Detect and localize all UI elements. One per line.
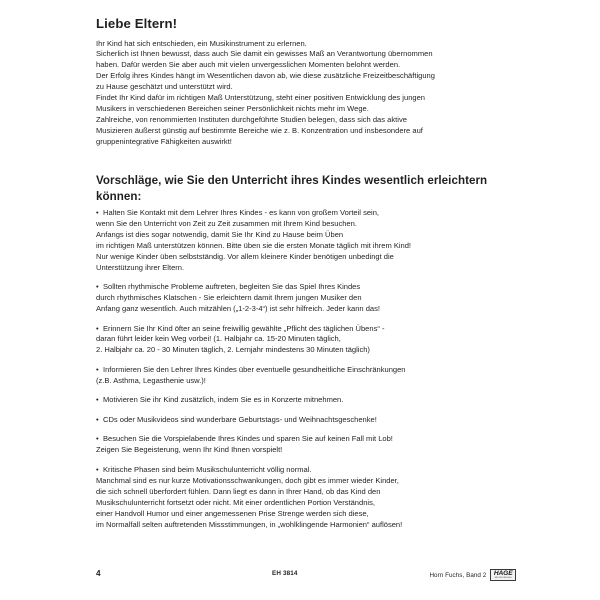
bullet-text: Besuchen Sie die Vorspielabende Ihres Kindes und sparen Sie auf keinen Fall mit Lob! [103, 434, 393, 444]
section-spacer [96, 148, 516, 173]
list-item [96, 434, 516, 456]
bullet-marker: • [96, 207, 99, 217]
intro-line: haben. Dafür werden Sie aber auch mit vielen unvergesslichen Momenten belohnt werden. [96, 60, 401, 70]
intro-line: Der Erfolg ihres Kindes hängt im Wesentlichen davon ab, wie diese zusätzliche Freizeitbeschäftigung [96, 71, 435, 81]
page-number: 4 [96, 569, 101, 578]
list-item [96, 465, 516, 531]
section-heading [96, 173, 516, 204]
bullet-marker: • [96, 414, 99, 424]
bullet-line: durch rhythmisches Klatschen - Sie erleichtern damit Ihrem jungen Musiker den [96, 293, 362, 303]
bullet-text: Erinnern Sie Ihr Kind öfter an seine freiwillig gewählte „Pflicht des täglichen Übens“ - [103, 323, 385, 333]
list-item [96, 365, 516, 387]
bullet-marker: • [96, 395, 99, 405]
bullet-spacer [96, 387, 516, 396]
intro-paragraph [96, 39, 516, 149]
bullet-text: Motivieren Sie ihr Kind zusätzlich, indem Sie es in Konzerte mitnehmen. [103, 395, 344, 405]
bullet-spacer [96, 356, 516, 365]
bullet-line: im richtigen Maß unterstützen können. Bitte üben sie die ersten Monate täglich mit ihrem Kind! [96, 240, 412, 250]
bullet-line [96, 282, 516, 293]
bullet-line: Unterstützung ihrer Eltern. [96, 262, 185, 272]
bullet-marker: • [96, 323, 99, 333]
bullet-spacer [96, 426, 516, 435]
bullet-spacer [96, 406, 516, 415]
footer-right-group [429, 569, 516, 581]
page-title: Liebe Eltern! [96, 16, 178, 31]
bullet-line: Anfangs ist dies sogar notwendig, damit Sie Ihr Kind zu Hause beim Üben [96, 229, 344, 239]
intro-line: gruppenintegrative Fähigkeiten auswirkt! [96, 137, 232, 147]
bullet-text: CDs oder Musikvideos sind wunderbare Geburtstags- und Weihnachtsgeschenke! [103, 414, 377, 424]
page-content [96, 17, 516, 531]
intro-line: Musizieren äußerst günstig auf bestimmte Bereiche wie z. B. Konzentration und insbesondere auf [96, 126, 423, 136]
bullet-spacer [96, 315, 516, 324]
intro-line: Musikers in verschiedenen Bereichen seiner Persönlichkeit nichts mehr im Wege. [96, 104, 369, 114]
hage-logo-subtitle: MUSIKVERLAG [494, 577, 512, 580]
suggestions-list [96, 208, 516, 531]
bullet-line: daran führt leider kein Weg vorbei! (1. Halbjahr ca. 15-20 Minuten täglich, [96, 334, 341, 344]
intro-line: Sicherlich ist Ihnen bewusst, dass auch Sie damit ein gewisses Maß an Verantwortung übernommen [96, 49, 433, 59]
bullet-line: Zeigen Sie Begeisterung, wenn Ihr Kind Ihnen vorspielt! [96, 445, 283, 455]
bullet-spacer [96, 456, 516, 465]
bullet-line: Anfang ganz wesentlich. Auch mitzählen („1-2-3-4“) ist sehr hilfreich. Jeder kann das! [96, 304, 380, 314]
bullet-line: im Normalfall selten auftretenden Missstimmungen, in „wohlklingende Harmonien“ auflösen! [96, 519, 403, 529]
bullet-text: Halten Sie Kontakt mit dem Lehrer Ihres Kindes - es kann von großem Vorteil sein, [103, 207, 380, 217]
bullet-text: Informieren Sie den Lehrer Ihres Kindes über eventuelle gesundheitliche Einschränkungen [103, 364, 406, 374]
list-item [96, 324, 516, 357]
list-item [96, 395, 516, 406]
bullet-text: Kritische Phasen sind beim Musikschulunterricht völlig normal. [103, 464, 312, 474]
bullet-line [96, 395, 516, 406]
intro-line: Ihr Kind hat sich entschieden, ein Musikinstrument zu erlernen. [96, 38, 307, 48]
bullet-line: Musikschulunterricht fortsetzt oder nicht. Mit einer ordentlichen Portion Verständnis, [96, 497, 375, 507]
bullet-line: wenn Sie den Unterricht von Zeit zu Zeit zusammen mit Ihrem Kind besuchen. [96, 218, 357, 228]
bullet-line: Manchmal sind es nur kurze Motivationsschwankungen, doch gibt es immer wieder Kinder, [96, 475, 399, 485]
bullet-line: einer Handvoll Humor und einer angemessenen Prise Strenge werden sich diese, [96, 508, 369, 518]
book-credit: Horn Fuchs, Band 2 [429, 571, 487, 579]
hage-publisher-logo [490, 569, 516, 581]
list-item [96, 415, 516, 426]
bullet-line [96, 365, 516, 376]
bullet-marker: • [96, 464, 99, 474]
bullet-line: die sich schnell überfordert fühlen. Dann liegt es dann in Ihrer Hand, ob das Kind den [96, 486, 381, 496]
bullet-spacer [96, 274, 516, 283]
bullet-line: 2. Halbjahr ca. 20 - 30 Minuten täglich, 2. Lernjahr mindestens 30 Minuten täglich) [96, 345, 370, 355]
hage-logo-name: HAGE [493, 569, 513, 577]
section-heading-line: Vorschläge, wie Sie den Unterricht ihres Kindes [96, 174, 362, 188]
bullet-line [96, 434, 516, 445]
intro-line: Zahlreiche, von renommierten Instituten durchgeführte Studien belegen, dass sich das aktive [96, 115, 407, 125]
bullet-line: Nur wenige Kinder üben selbstständig. Vor allem kleinere Kinder benötigen unbedingt die [96, 251, 394, 261]
bullet-marker: • [96, 282, 99, 292]
list-item [96, 208, 516, 274]
bullet-marker: • [96, 434, 99, 444]
bullet-line [96, 415, 516, 426]
list-item [96, 282, 516, 315]
intro-line: zu Hause geschätzt und unterstützt wird. [96, 82, 233, 92]
bullet-line [96, 208, 516, 219]
bullet-line [96, 465, 516, 476]
bullet-line: (z.B. Asthma, Legasthenie usw.)! [96, 375, 206, 385]
bullet-marker: • [96, 364, 99, 374]
bullet-text: Sollten rhythmische Probleme auftreten, begleiten Sie das Spiel Ihres Kindes [103, 282, 361, 292]
page-footer [0, 569, 600, 589]
edition-code: EH 3814 [272, 570, 298, 577]
bullet-line [96, 324, 516, 335]
section-heading-line: wesentlich erleichtern können: [96, 174, 488, 203]
intro-line: Findet Ihr Kind dafür im richtigen Maß Unterstützung, steht einer positiven Entwicklung des jungen [96, 93, 426, 103]
